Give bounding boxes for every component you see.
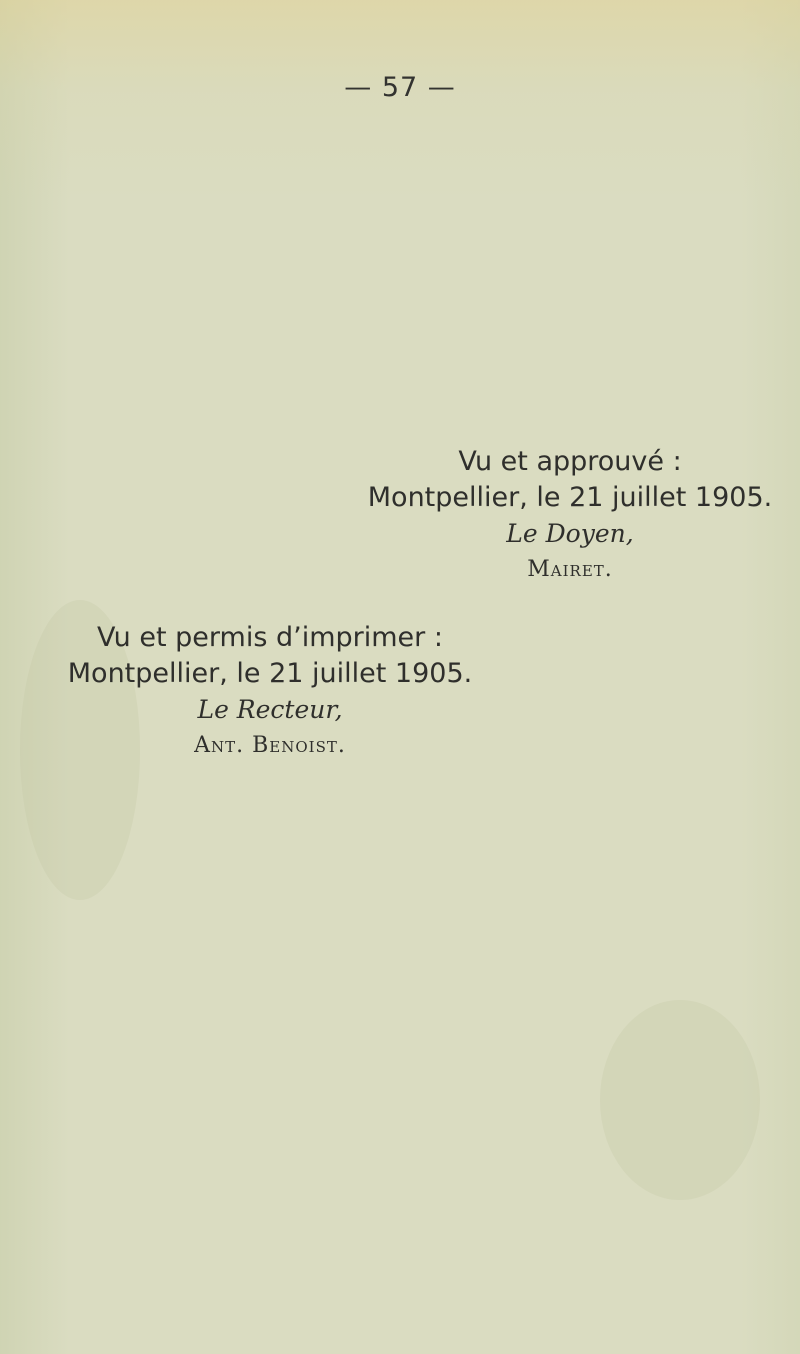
signatory-title: Le Recteur,: [197, 695, 343, 724]
signatory-title: Le Doyen,: [506, 519, 634, 548]
signatory-name: Mairet.: [527, 557, 613, 582]
recteur-approval-block: [40, 620, 500, 764]
approval-line: Vu et permis d’imprimer :: [97, 622, 443, 653]
doyen-approval-block: [340, 444, 800, 588]
page-number: — 57 —: [344, 72, 456, 103]
signatory-name: Ant. Benoist.: [194, 733, 346, 758]
place-date-line: Montpellier, le 21 juillet 1905.: [367, 482, 773, 513]
approval-line: Vu et approuvé :: [458, 446, 682, 477]
paper-stain: [600, 1000, 760, 1200]
place-date-line: Montpellier, le 21 juillet 1905.: [67, 658, 473, 689]
